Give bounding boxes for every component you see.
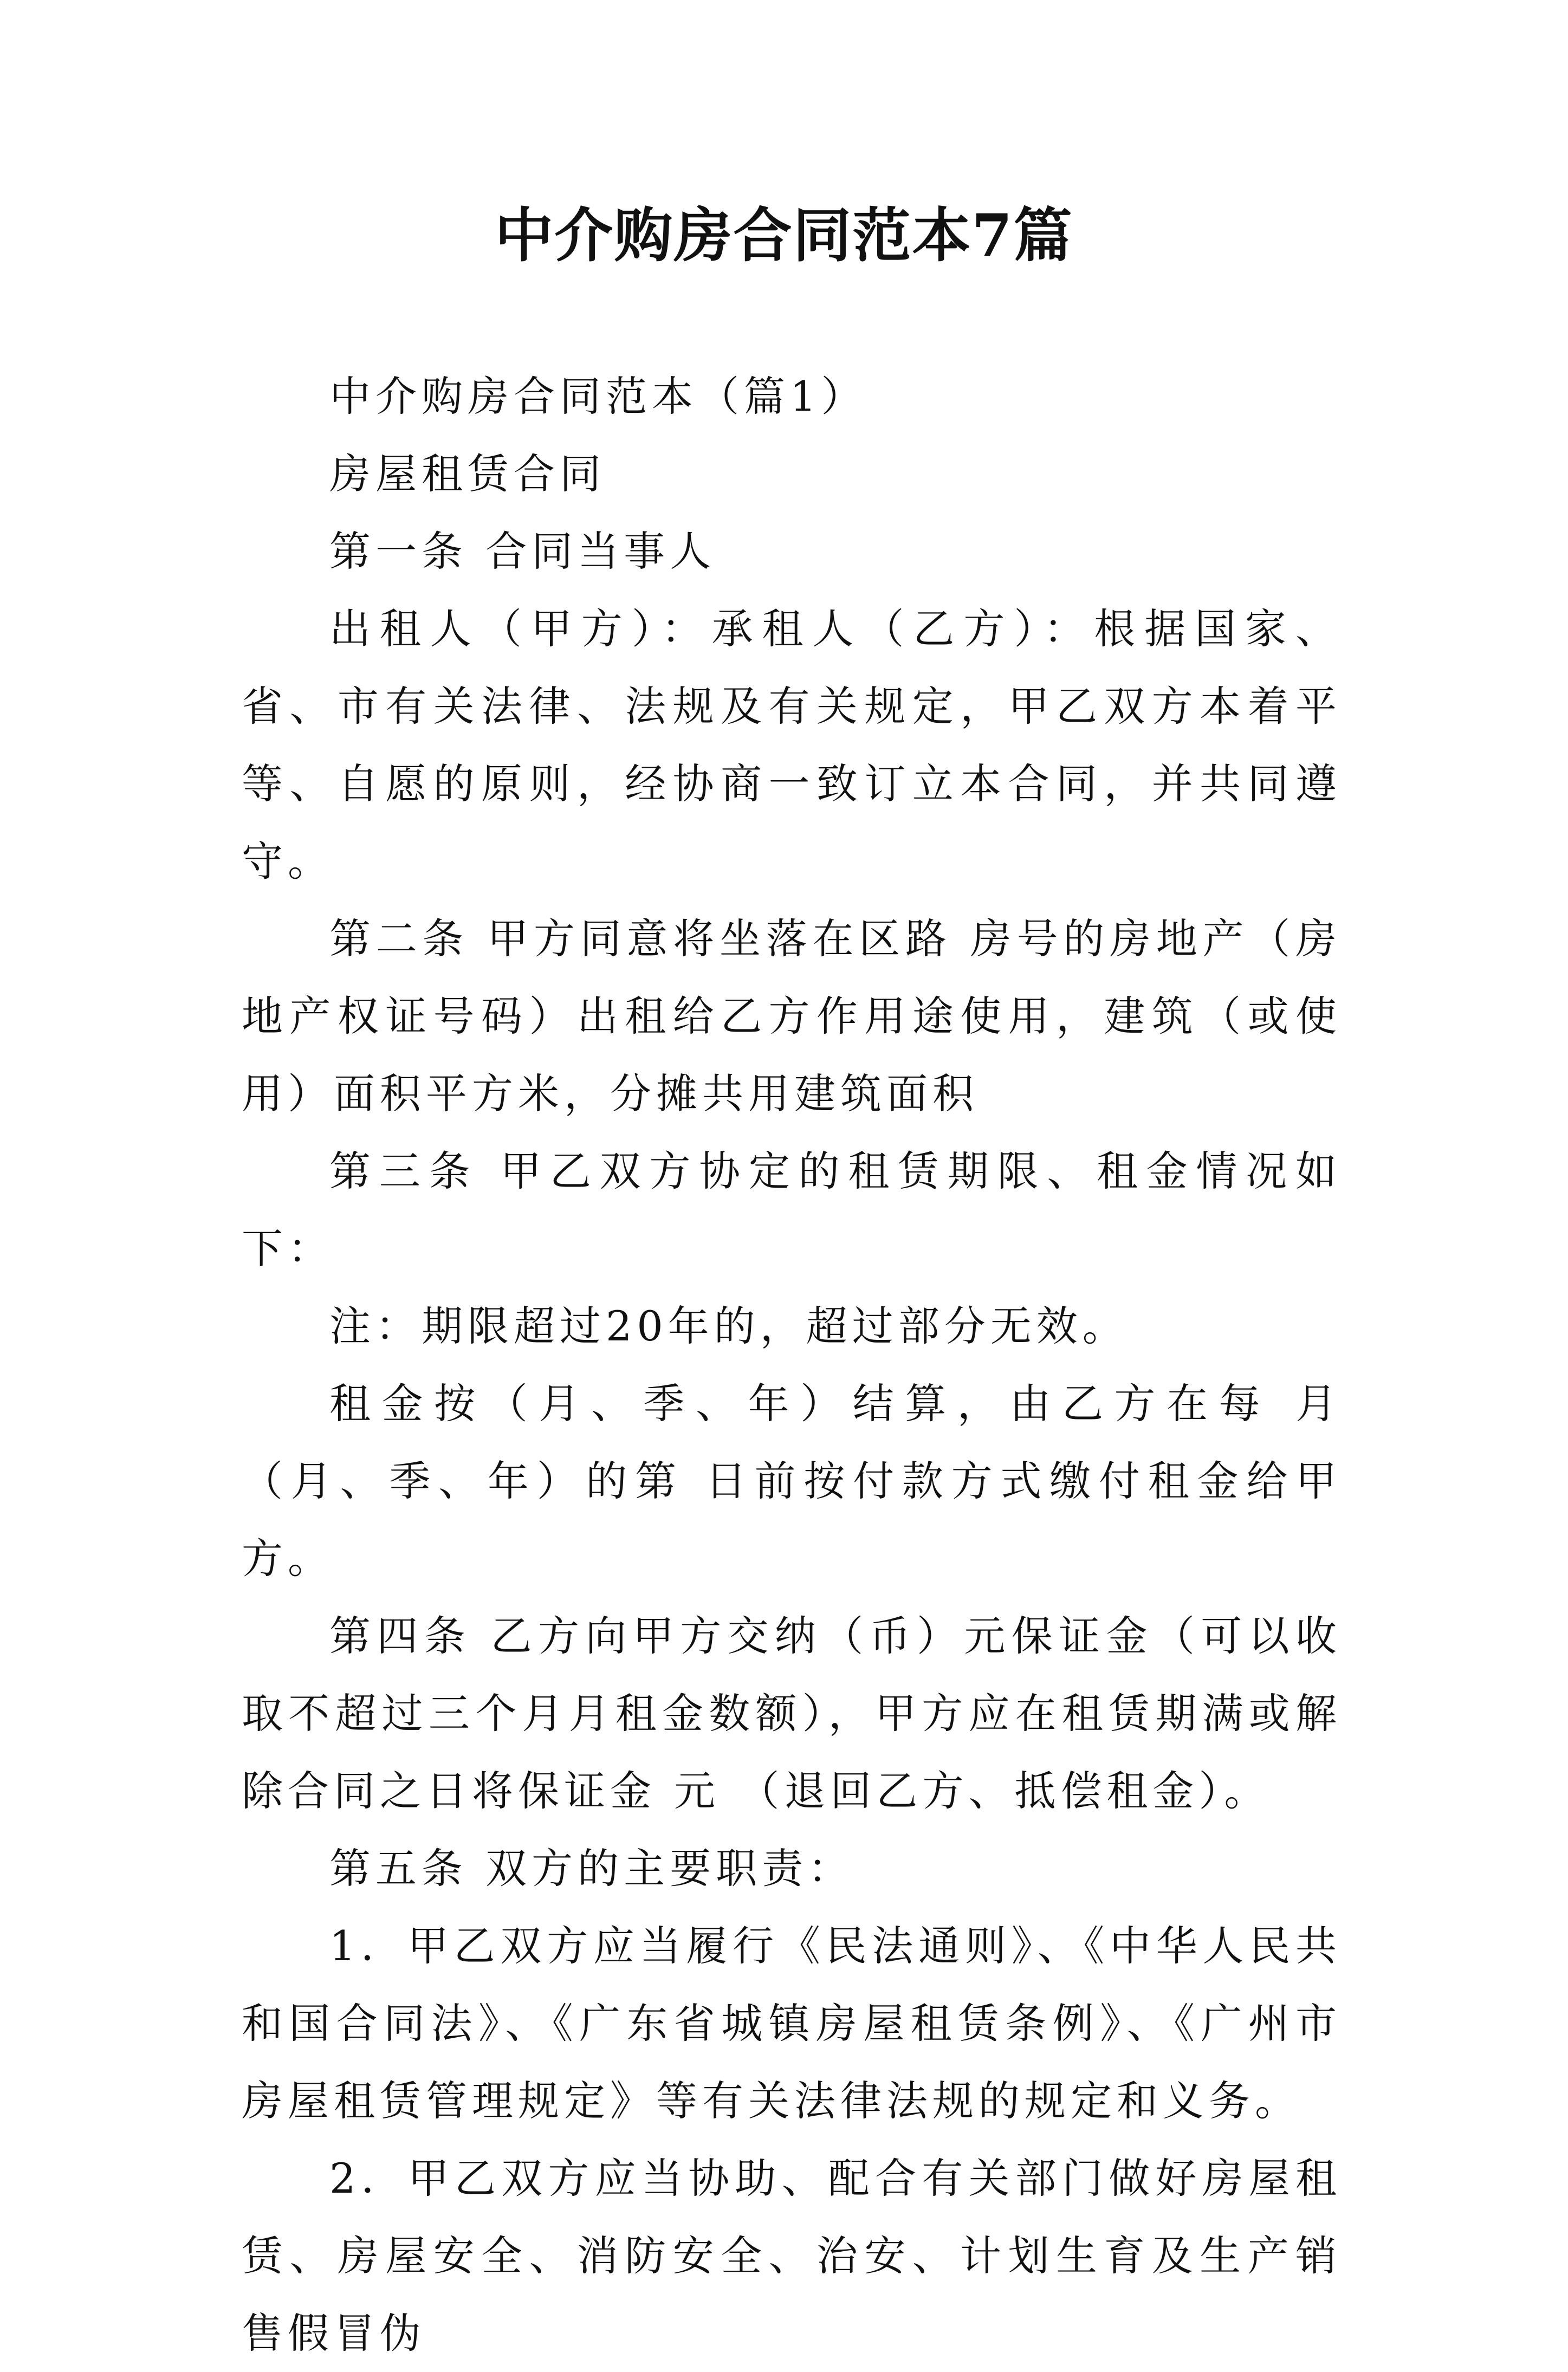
paragraph-article-3: 第三条 甲乙双方协定的租赁期限、租金情况如下：	[242, 1147, 1342, 1273]
document-title: 中介购房合同范本7篇	[495, 202, 1073, 270]
document-body	[242, 358, 1342, 2372]
paragraph-section-heading: 中介购房合同范本（篇1）	[329, 372, 867, 420]
paragraph-contract-name: 房屋租赁合同	[329, 450, 606, 498]
paragraph-parties: 出租人（甲方）：承租人（乙方）：根据国家、省、市有关法律、法规及有关规定，甲乙双方本着平等、自愿的原则，经协商一致订立本合同，并共同遵守。	[242, 605, 1342, 885]
paragraph-article-4: 第四条 乙方向甲方交纳（币）元保证金（可以收取不超过三个月月租金数额），甲方应在租赁期满或解除合同之日将保证金 元 （退回乙方、抵偿租金）。	[242, 1612, 1342, 1815]
paragraph-article-5: 第五条 双方的主要职责：	[329, 1844, 854, 1893]
paragraph-rent-settlement: 租金按（月、季、年）结算，由乙方在每 月 （月、季、年）的第 日前按付款方式缴付租金给甲方。	[242, 1379, 1342, 1583]
paragraph-duty-1: 1．甲乙双方应当履行《民法通则》、《中华人民共和国合同法》、《广东省城镇房屋租赁条例》、《广州市房屋租赁管理规定》等有关法律法规的规定和义务。	[242, 1922, 1342, 2125]
paragraph-article-1: 第一条 合同当事人	[329, 527, 716, 575]
paragraph-note: 注：期限超过20年的，超过部分无效。	[329, 1302, 1129, 1350]
paragraph-duty-2: 2．甲乙双方应当协助、配合有关部门做好房屋租赁、房屋安全、消防安全、治安、计划生育及生产销售假冒伪	[242, 2154, 1342, 2357]
paragraph-article-2: 第二条 甲方同意将坐落在区路 房号的房地产（房地产权证号码）出租给乙方作用途使用，建筑（或使用）面积平方米，分摊共用建筑面积	[242, 915, 1342, 1118]
